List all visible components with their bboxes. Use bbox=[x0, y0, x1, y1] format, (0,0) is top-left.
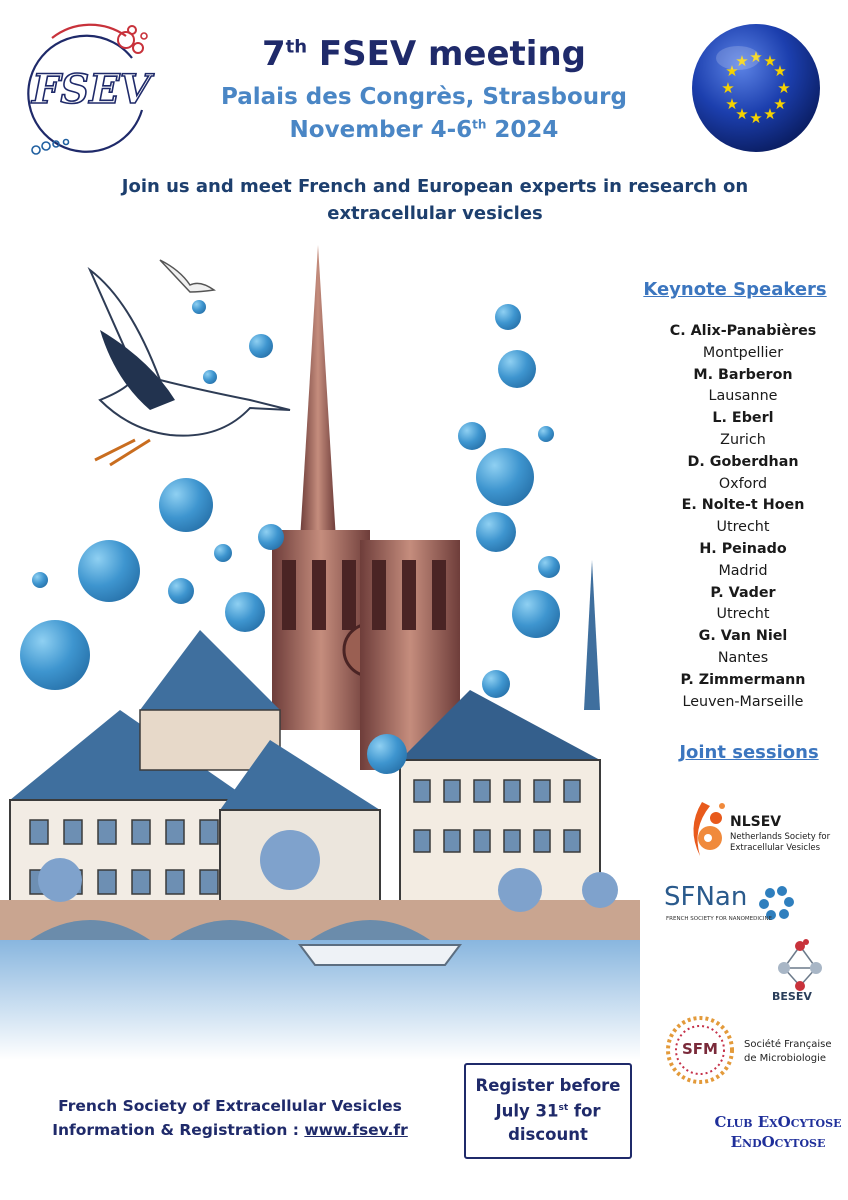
venue: Palais des Congrès, Strasbourg bbox=[221, 84, 627, 110]
speaker-city: Lausanne bbox=[708, 388, 778, 405]
speaker-city: Utrecht bbox=[716, 606, 770, 623]
footer-info bbox=[0, 1094, 460, 1142]
speaker-name: M. Barberon bbox=[693, 366, 793, 383]
dates: November 4-6th 2024 bbox=[289, 117, 559, 143]
sfnano-logo bbox=[664, 882, 848, 930]
meeting-title: 7th FSEV meeting bbox=[261, 34, 587, 74]
speaker-city: Madrid bbox=[718, 562, 768, 579]
tagline: Join us and meet French and European experts in research on extracellular vesicles bbox=[121, 176, 749, 224]
keynote-speakers-list bbox=[638, 321, 848, 713]
svg-text:★: ★ bbox=[725, 95, 739, 113]
sfm-logo-sub: Société Française de Microbiologie bbox=[744, 1039, 832, 1064]
speaker-name: G. Van Niel bbox=[698, 628, 788, 645]
speaker-name: E. Nolte-t Hoen bbox=[681, 497, 805, 514]
besev-logo-text: BESEV bbox=[772, 990, 812, 1003]
sfm-logo-text: SFM bbox=[682, 1040, 718, 1058]
speaker-city: Oxford bbox=[718, 475, 768, 492]
sfnano-logo-sub: FRENCH SOCIETY FOR NANOMEDICINE bbox=[666, 916, 773, 922]
speaker-name: C. Alix-Panabières bbox=[669, 323, 817, 339]
svg-text:★: ★ bbox=[725, 62, 739, 80]
svg-text:★: ★ bbox=[735, 52, 749, 70]
speaker-city: Nantes bbox=[717, 649, 769, 666]
speaker-name: P. Vader bbox=[710, 584, 776, 601]
svg-text:★: ★ bbox=[749, 109, 763, 127]
footer-registration: Information & Registration : www.fsev.fr bbox=[52, 1121, 408, 1139]
svg-text:★: ★ bbox=[763, 105, 777, 123]
svg-text:★: ★ bbox=[749, 48, 763, 66]
speaker-name: H. Peinado bbox=[699, 540, 787, 557]
footer-society: French Society of Extracellular Vesicles bbox=[58, 1097, 402, 1115]
speaker-city: Montpellier bbox=[702, 344, 784, 361]
nlsev-logo-title: NLSEV bbox=[730, 814, 782, 830]
speaker-city: Zurich bbox=[720, 431, 766, 448]
speaker-name: P. Zimmermann bbox=[680, 671, 806, 688]
strasbourg-illustration bbox=[0, 240, 640, 1060]
svg-text:★: ★ bbox=[773, 62, 787, 80]
keynote-heading: Keynote Speakers bbox=[643, 279, 827, 300]
speaker-city: Leuven-Marseille bbox=[682, 693, 804, 710]
nlsev-logo-sub: Netherlands Society for Extracellular Vesicles bbox=[730, 832, 831, 853]
speaker-name: D. Goberdhan bbox=[687, 453, 799, 470]
register-box: Register before July 31st for discount bbox=[464, 1063, 632, 1159]
nlsev-logo bbox=[682, 798, 842, 864]
speaker-city: Utrecht bbox=[716, 519, 770, 536]
svg-text:★: ★ bbox=[763, 52, 777, 70]
club-exocytose-endocytose-logo: Club ExOcytose EndOcytose bbox=[714, 1113, 842, 1151]
besev-logo bbox=[760, 938, 840, 1006]
svg-text:★: ★ bbox=[721, 79, 735, 97]
sfnano-logo-text: SFNan bbox=[664, 882, 748, 912]
joint-sessions-heading: Joint sessions bbox=[679, 742, 819, 763]
website-link[interactable]: www.fsev.fr bbox=[304, 1121, 408, 1139]
svg-text:★: ★ bbox=[777, 79, 791, 97]
sfm-logo bbox=[664, 1014, 848, 1086]
speaker-name: L. Eberl bbox=[712, 410, 774, 427]
svg-text:★: ★ bbox=[773, 95, 787, 113]
small-bird-icon bbox=[160, 260, 214, 292]
fsev-logo-text: FSEV bbox=[32, 66, 151, 113]
svg-text:★: ★ bbox=[735, 105, 749, 123]
stork-icon bbox=[90, 270, 290, 465]
